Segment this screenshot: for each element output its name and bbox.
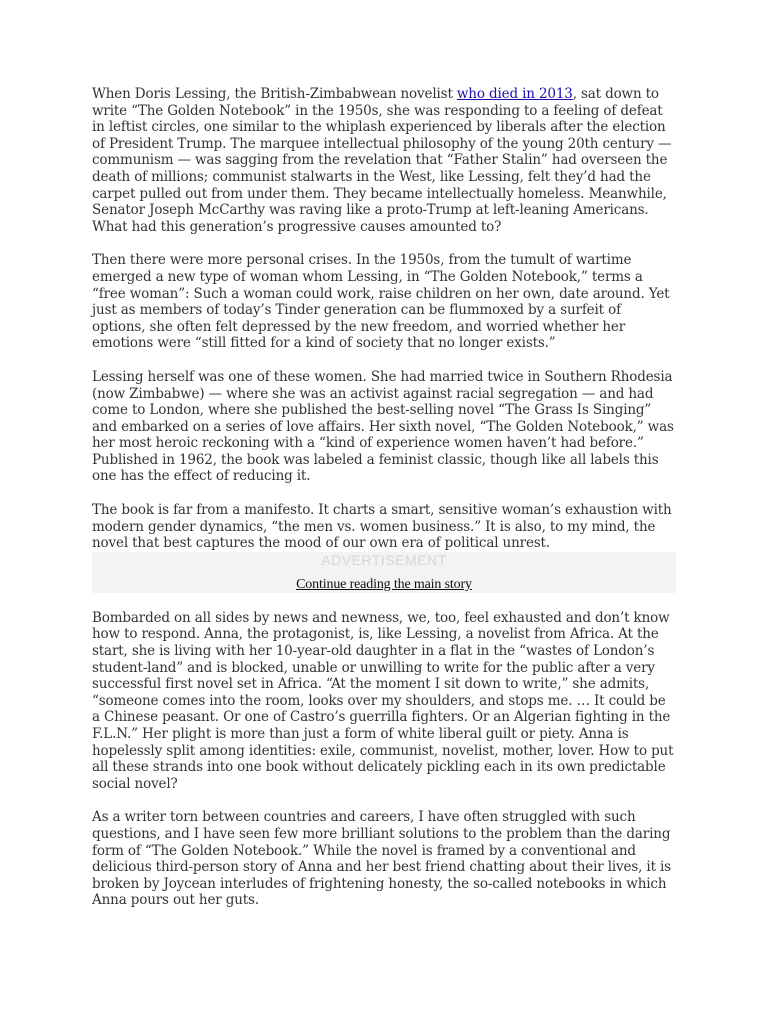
who-died-link[interactable]: who died in 2013 xyxy=(456,86,573,102)
paragraph-text: , sat down to write “The Golden Notebook” in the 1950s, she was responding to a feeling of defeat in leftist circles, one similar to the whiplash experienced by liberals after the election of President Trump. The marquee intellectual philosophy of the young 20th century — communism — was sagging from the revelation that “Father Stalin” had overseen the death of millions; communist stalwarts in the West, like Lessing, felt they’d had the carpet pulled out from under them. They became intellectually homeless. Meanwhile, Senator Joseph McCarthy was raving like a proto-Trump at left-leaning Americans. What had this generation’s progressive causes amounted to? xyxy=(92,86,672,235)
article-paragraph-3: Lessing herself was one of these women. She had married twice in Southern Rhodesia (now Zimbabwe) — where she was an activist against racial segregation — and had come to London, where she published the best-selling novel “The Grass Is Singing” and embarked on a series of love affairs. Her sixth novel, “The Golden Notebook,” was her most heroic reckoning with a “kind of experience women haven’t had before.” Published in 1962, the book was labeled a feminist classic, though like all labels this one has the effect of reducing it. xyxy=(92,368,674,485)
article-paragraph-1 xyxy=(92,86,676,235)
continue-reading-link[interactable]: Continue reading the main story xyxy=(296,576,472,592)
article-paragraph-2: Then there were more personal crises. In the 1950s, from the tumult of wartime emerged a new type of woman whom Lessing, in “The Golden Notebook,” terms a “free woman”: Such a woman could work, raise children on her own, date around. Yet just as members of today’s Tinder generation can be flummoxed by a surfeit of options, she often felt depressed by the new freedom, and worried whether her emotions were “still fitted for a kind of society that no longer exists.” xyxy=(92,252,670,352)
advertisement-label: ADVERTISEMENT xyxy=(321,551,447,568)
article-paragraph-5: Bombarded on all sides by news and newness, we, too, feel exhausted and don’t know how to respond. Anna, the protagonist, is, like Lessing, a novelist from Africa. At the start, she is living with her 10-year-old daughter in a flat in the “wastes of London’s student-land” and is blocked, unable or unwilling to write for the public after a very successful first novel set in Africa. “At the moment I sit down to write,” she admits, “someone comes into the room, looks over my shoulders, and stops me. … It could be a Chinese peasant. Or one of Castro’s guerrilla fighters. Or an Algerian fighting in the F.L.N.” Her plight is more than just a form of white liberal guilt or piety. Anna is hopelessly split among identities: exile, communist, novelist, mother, lover. How to put all these strands into one book without delicately pickling each in its own predictable social novel? xyxy=(92,609,674,792)
advertisement-block xyxy=(92,552,676,593)
article-paragraph-6: As a writer torn between countries and careers, I have often struggled with such questions, and I have seen few more brilliant solutions to the problem than the daring form of “The Golden Notebook.” While the novel is framed by a conventional and delicious third-person story of Anna and her best friend chatting about their lives, it is broken by Joycean interludes of frightening honesty, the so-called notebooks in which Anna pours out her guts. xyxy=(92,809,671,909)
article-paragraph-4: The book is far from a manifesto. It charts a smart, sensitive woman’s exhaustion with modern gender dynamics, “the men vs. women business.” It is also, to my mind, the novel that best captures the mood of our own era of political unrest. xyxy=(92,502,672,552)
paragraph-text: When Doris Lessing, the British-Zimbabwean novelist xyxy=(92,86,457,102)
article-body xyxy=(92,86,676,926)
